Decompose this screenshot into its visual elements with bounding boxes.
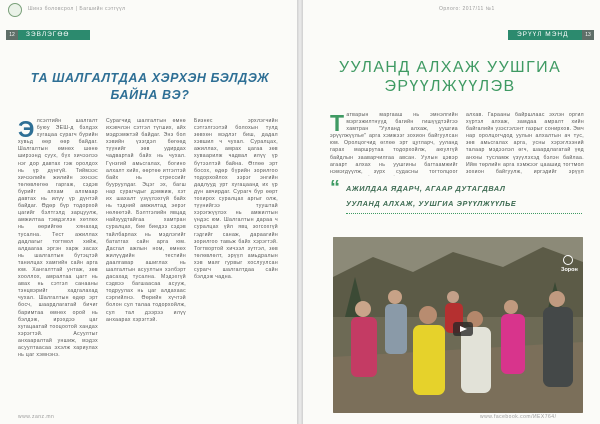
left-headline: ТА ШАЛГАЛТДАА ХЭРХЭН БЭЛДЭЖ БАЙНА ВЭ?: [30, 71, 270, 102]
right-page-header: Орлого: 2017/11 №1: [439, 6, 495, 12]
left-section-label: ЗЭВЛЭГӨӨ: [26, 31, 70, 38]
magazine-logo-icon: [8, 3, 22, 17]
left-page-header: Шинэ боловсрол | Багшийн сэтгүүл: [28, 6, 126, 12]
play-button[interactable]: [453, 322, 473, 336]
hikers-photo[interactable]: [333, 237, 583, 413]
right-column-1-text: атварын маргааш нь эмнэлгийн мэргэжилтнүүд багийн гишүүдтэйгээ хамтран "Ууланд алхаж, уушгиа эрүүлжүүлье" арга хэмжээг зохион байгуулсан юм. Оролцогчид өглөө эрт цугларч, ууланд гарах маршрутаа тодорхойлж, аюулгүй байдлын зааварчилгаа авсан. Уулын цэвэр агаарт алхах нь уушгины багтаамжийг нэмэгдүүлж, зүрх судасны тогтолцоог: [330, 112, 458, 175]
zoron-logo-icon: [563, 255, 573, 265]
left-page: [0, 0, 297, 424]
right-section-label: ЭРҮҮЛ МЭНД: [517, 31, 569, 38]
left-column-1: [18, 118, 98, 408]
play-icon: [460, 326, 467, 332]
quote-mark-icon: “: [330, 177, 340, 199]
left-column-2: Сурагчид шалгалтын өмнө ихэвчлэн сэтгэл түгших, айх мэдрэмжтэй байдаг. Энэ бол хэвийн үзэгдэл бөгөөд түүнийг зөв удирдах чадвартай байх нь чухал. Гүнзгий амьсгалах, богино алхалт хийх, өөртөө итгэлтэй байх нь стрессийг бууруулдаг. Эцэг эх, багш нар сурагчдыг дэмжиж, хэт их шахалт үзүүлэхгүй байх нь тэдний амжилтад эерэг нөлөөтэй. Бэлтгэлийн явцад найзуудтайгаа хамтран суралцах, бие биедээ сэдэв тайлбарлах нь мэдлэгийг бататгах сайн арга юм. Дасгал ажлын ном, өмнөх жилүүдийн тестийн даалгавар ашиглах нь шалгалтын асуултын хэлбэрт дасахад тусална. Мэдэхгүй сэдвээ багшаасаа асууж, тодруулах нь цаг алдахаас сэргийлнэ. Өөрийн хүчтэй болон сул талаа тодорхойлж, сул тал дээрээ илүү анхаарах хэрэгтэй.: [106, 118, 186, 323]
right-headline: УУЛАНД АЛХАЖ УУШГИА ЭРҮҮЛЖҮҮЛЭВ: [338, 59, 562, 95]
pull-quote-line-1: АЖИЛДАА ЯДАРЧ, АГААР ДУТАГДВАЛ: [346, 184, 506, 193]
left-page-number: 12: [6, 30, 18, 40]
right-page-number: 13: [582, 30, 594, 40]
left-dropcap: Э: [18, 118, 35, 142]
left-column-3: Бизнес эрхлэгчийн сэтгэлгээтэй болохын тулд зөвхөн мэдлэг биш, дадал хэвшил ч чухал. Суралцах, ажиллах, амрах цагаа зөв хуваарилж чадвал илүү үр бүтээлтэй байна. Өглөө эрт босох, өдөр бүрийн зорилгоо тодорхойлох зэрэг энгийн дадлууд урт хугацаанд их үр дүн авчирдаг. Сурагч бүр өөрт тохирох суралцах аргыг олж, түүнийгээ тууштай хэрэгжүүлэх нь амжилтын үндэс юм. Шалгалтын дараа ч суралцах үйл явц зогсохгүй гэдгийг санаж, дараагийн зорилгоо тавьж байх хэрэгтэй. Тогтвортой хичээл зүтгэл, зөв төлөвлөлт, эрүүл амьдралын хэв маяг гурвыг хослуулсан сурагч шалгалтдаа сайн бэлдэж чадна.: [194, 118, 278, 281]
pull-quote-line-2: УУЛАНД АЛХАЖ, УУШГИА ЭРҮҮЛЖҮҮЛЬЕ: [346, 199, 517, 208]
right-column-1: [330, 112, 458, 176]
right-column-2: алхав. Гарааны байршлаас эхлэн оргил хүртэл алхаж, замдаа амралт хийн байгалийн үзэсгэлэнт газрыг сонирхов. Эмч нар оролцогчдод уулын алхалтын ач тус, зөв амьсгалах арга, усны хэрэглээний талаар мэдээлэл өгч, шаардлагатай үед анхны тусламж үзүүлэхэд бэлэн байлаа. Ийм төрлийн арга хэмжээг цаашид тогтмол зохион байгуулж, иргэдийг эрүүл: [466, 112, 584, 175]
left-footer: www.zanz.mn: [18, 414, 55, 420]
left-column-1-text: лсэлтийн шалгалт буюу ЭЕШ-д бэлдэх хугацаа сурагч бүрийн хувьд өөр өөр байдаг. Шалгалтын өмнөх шөнө ширээнд суух, бүх хичээлээ нэг дор давтах гэж оролдох нь үр дүнгүй. Тиймээс хичээлийн жилийн эхнээс төлөвлөгөө гаргаж, сэдэв бүрийг алхам алхмаар давтах нь илүү үр дүнтэй байдаг. Өдөр бүр тодорхой цагийг бэлтгэлд зарцуулж, амжилтаа тэмдэглэн хөтлөх нь өөрийгөө хянахад тусална. Тест ажиллах дадлагыг тогтмол хийж, алдаагаа эргэн харж засах нь шалгалтын бүтэцтэй танилцах хамгийн сайн арга юм. Хангалттай унтаж, зөв хооллох, амралтаа цагт нь авах нь сэтгэл санааны тэнцвэрийг хадгалахад чухал. Шалгалтын өдөр эрт босч, шаардлагатай бичиг баримтаа өмнөх орой нь бэлдэж, ирэхдээ цаг хугацаатай тооцоотой хандах хэрэгтэй. Асуултыг анхааралтай уншиж, мэдэх асуултаасаа эхэлж хариулах нь цаг хэмнэнэ.: [18, 118, 98, 359]
pull-quote-rule: [346, 213, 582, 214]
right-dropcap: Т: [330, 112, 345, 136]
photo-caption: Зорон: [561, 267, 578, 273]
right-footer: www.facebook.com/ИЕХ764/: [480, 414, 557, 420]
pull-quote: [330, 178, 582, 214]
